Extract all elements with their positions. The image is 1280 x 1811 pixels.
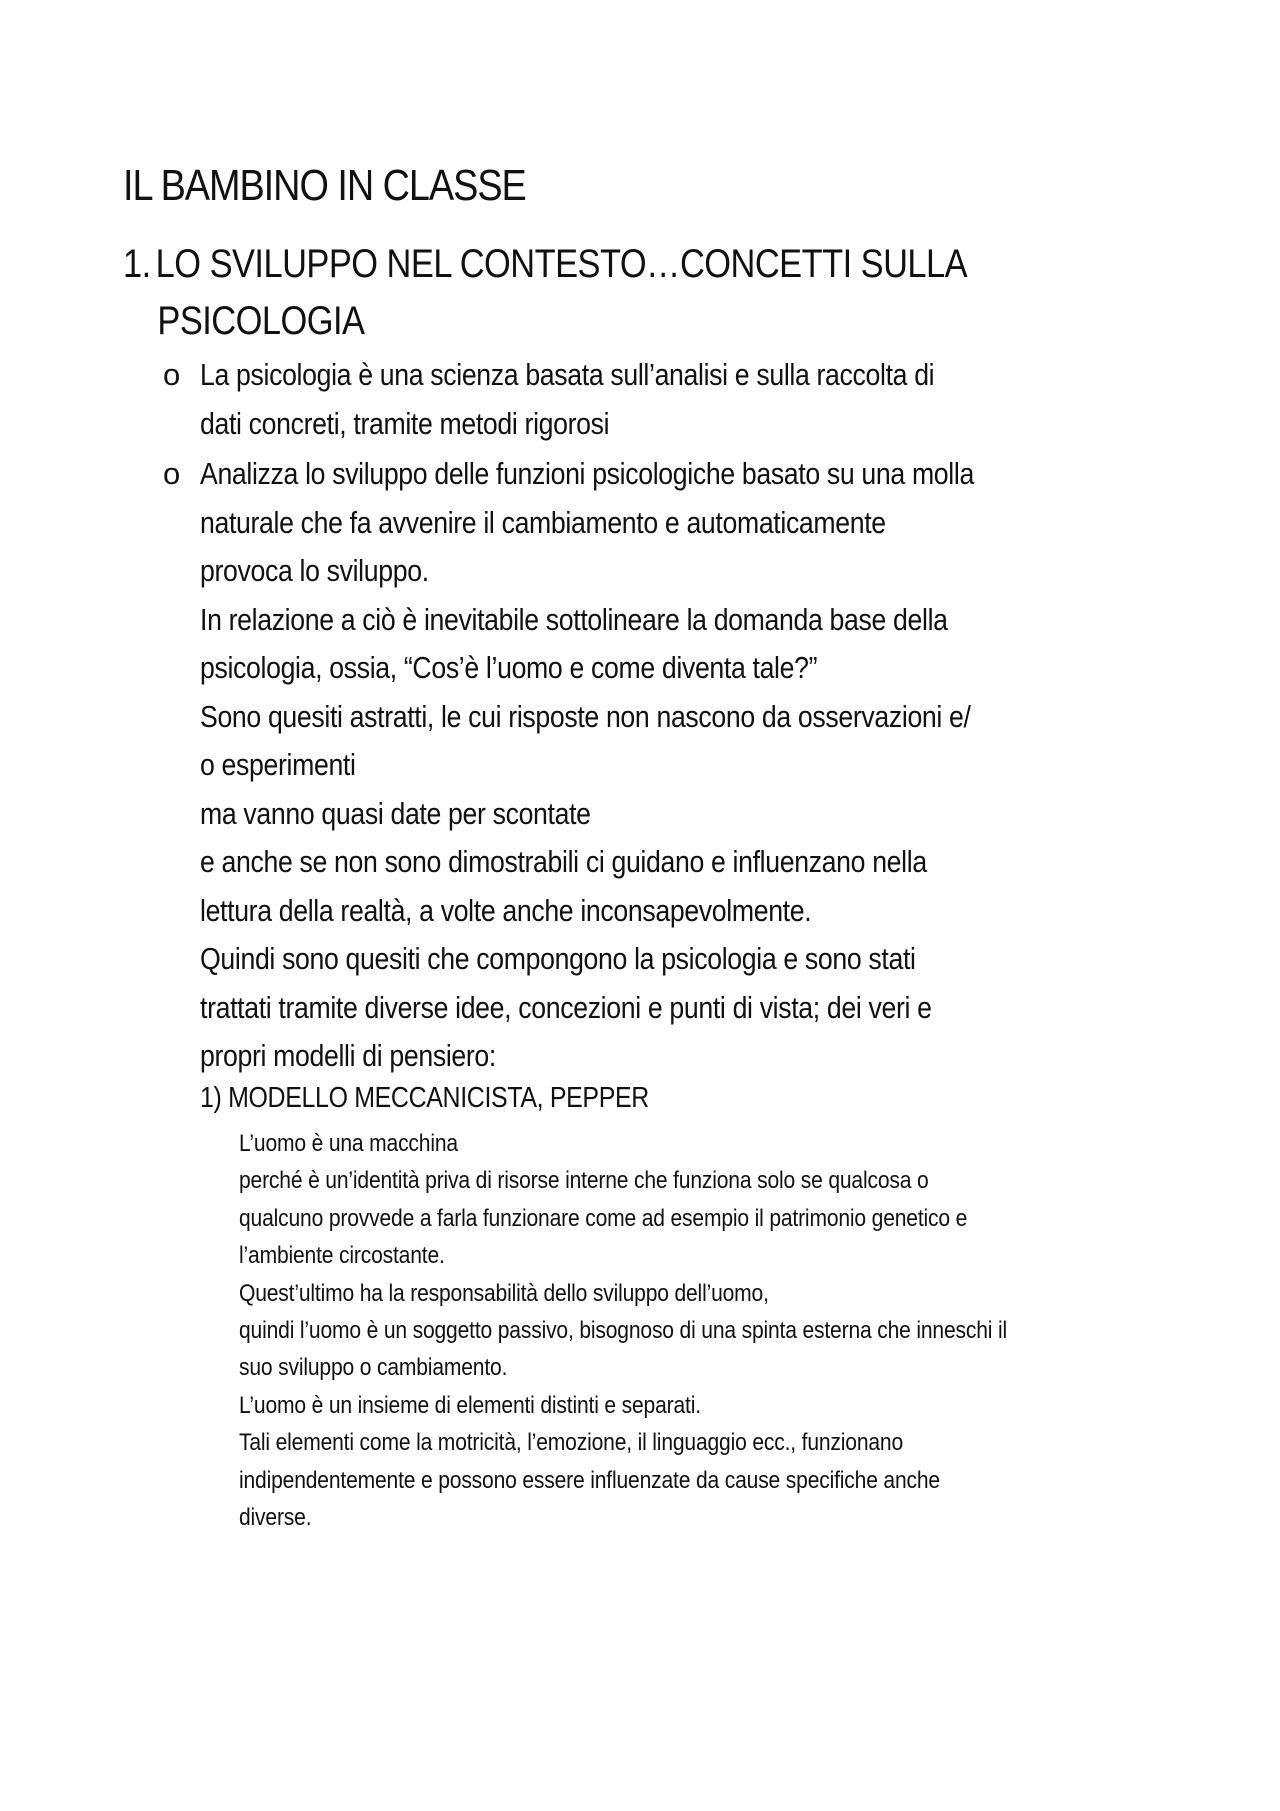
bullet-marker: o xyxy=(163,456,181,491)
bullet-paragraph-1 xyxy=(163,351,1220,448)
text-line: diverse. xyxy=(239,1504,312,1532)
text-line: qualcuno provvede a farla funzionare come ad esempio il patrimonio genetico e xyxy=(239,1204,968,1232)
text-line: La psicologia è una scienza basata sull’analisi e sulla raccolta di xyxy=(200,357,935,392)
text-line: naturale che fa avvenire il cambiamento e automaticamente xyxy=(200,504,886,540)
text-line: trattati tramite diverse idee, concezioni e punti di vista; dei veri e xyxy=(200,989,932,1025)
text-line: ma vanno quasi date per scontate xyxy=(200,795,591,831)
text-line: Sono quesiti astratti, le cui risposte non nascono da osservazioni e/ xyxy=(200,698,971,734)
text-line: Analizza lo sviluppo delle funzioni psicologiche basato su una molla xyxy=(200,456,974,491)
model-paragraph xyxy=(239,1125,1189,1536)
text-line: lettura della realtà, a volte anche inconsapevolmente. xyxy=(200,892,812,928)
document-title: IL BAMBINO IN CLASSE xyxy=(123,161,526,210)
section-heading-line-2: PSICOLOGIA xyxy=(157,299,365,343)
text-line: dati concreti, tramite metodi rigorosi xyxy=(200,405,610,441)
text-line: o esperimenti xyxy=(200,747,356,782)
text-line: suo sviluppo o cambiamento. xyxy=(239,1354,508,1382)
model-heading: 1) MODELLO MECCANICISTA, PEPPER xyxy=(200,1082,649,1114)
section-heading-text-1: LO SVILUPPO NEL CONTESTO…CONCETTI SULLA xyxy=(155,242,968,286)
text-line: indipendentemente e possono essere influenzate da cause specifiche anche xyxy=(239,1466,940,1494)
text-line: quindi l’uomo è un soggetto passivo, bisognoso di una spinta esterna che inneschi il xyxy=(239,1317,1007,1345)
text-line: In relazione a ciò è inevitabile sottolineare la domanda base della xyxy=(200,601,948,637)
bullet-marker: o xyxy=(163,357,181,392)
text-line: Quest’ultimo ha la responsabilità dello sviluppo dell’uomo, xyxy=(239,1279,769,1307)
text-line: e anche se non sono dimostrabili ci guidano e influenzano nella xyxy=(200,844,927,879)
text-line: Quindi sono quesiti che compongono la psicologia e sono stati xyxy=(200,941,916,976)
text-line: Tali elementi come la motricità, l’emozione, il linguaggio ecc., funzionano xyxy=(239,1429,904,1457)
bullet-paragraph-2 xyxy=(163,450,1220,1081)
section-heading xyxy=(123,236,1223,350)
text-line: provoca lo sviluppo. xyxy=(200,553,429,588)
text-line: propri modelli di pensiero: xyxy=(200,1038,496,1073)
section-heading-line-1 xyxy=(123,236,1069,293)
section-number: 1. xyxy=(123,242,151,286)
text-line: L’uomo è una macchina xyxy=(239,1130,458,1157)
text-line: perché è un’identità priva di risorse interne che funziona solo se qualcosa o xyxy=(239,1167,929,1195)
text-line: psicologia, ossia, “Cos’è l’uomo e come diventa tale?” xyxy=(200,650,818,685)
text-line: l’ambiente circostante. xyxy=(239,1242,445,1270)
text-line: L’uomo è un insieme di elementi distinti e separati. xyxy=(239,1391,701,1419)
